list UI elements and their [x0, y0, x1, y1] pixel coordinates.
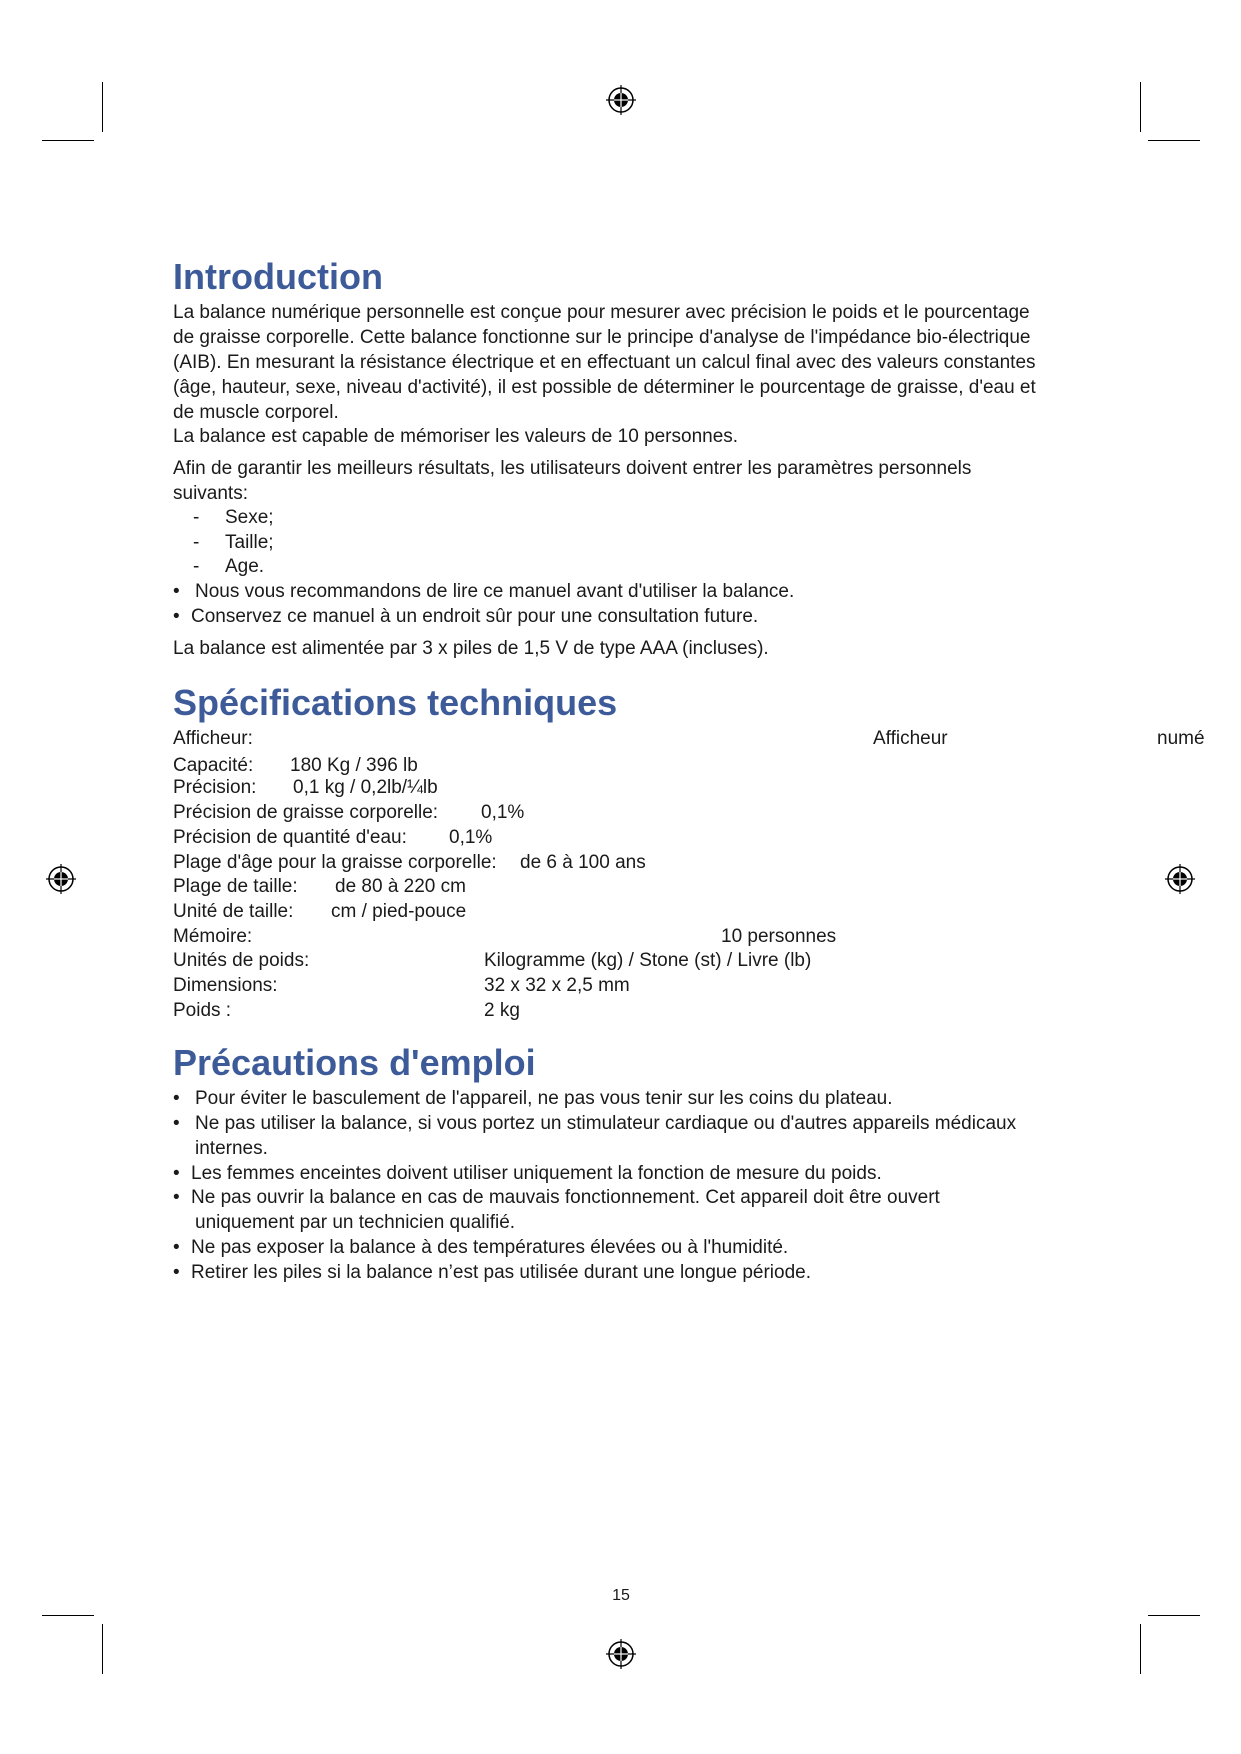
crop-mark-icon	[1148, 140, 1200, 141]
precaution-item	[173, 1185, 940, 1210]
spec-label: Plage d'âge pour la graisse corporelle:	[173, 852, 497, 873]
precaution-item	[173, 1111, 1017, 1136]
precaution-text: Ne pas utiliser la balance, si vous portez un stimulateur cardiaque ou d'autres appareils médicaux	[195, 1113, 1017, 1134]
bullet-icon: •	[173, 1187, 180, 1208]
bullet-icon: •	[173, 1088, 180, 1109]
spec-value: 180 Kg / 396 lb	[290, 755, 418, 776]
page-number: 15	[612, 1587, 630, 1604]
precautions-title: Précautions d'emploi	[173, 1042, 536, 1083]
intro-bullet-text: Nous vous recommandons de lire ce manuel avant d'utiliser la balance.	[195, 581, 795, 602]
crop-mark-icon	[42, 140, 94, 141]
spec-label: Unité de taille:	[173, 901, 294, 922]
spec-value: 0,1%	[449, 827, 493, 848]
intro-bullet-text: Conservez ce manuel à un endroit sûr pour une consultation future.	[191, 606, 759, 627]
param-item-text: Taille;	[225, 532, 274, 553]
bullet-icon: •	[173, 606, 180, 627]
intro-paragraph-line: de graisse corporelle. Cette balance fonctionne sur le principe d'analyse de l'impédance bio-électrique	[173, 327, 1031, 348]
precaution-text-continued: uniquement par un technicien qualifié.	[195, 1212, 516, 1233]
spec-value: 0,1%	[481, 802, 525, 823]
spec-label: Précision:	[173, 777, 257, 798]
spec-value: 32 x 32 x 2,5 mm	[484, 975, 630, 996]
spec-value: de 80 à 220 cm	[335, 876, 466, 897]
dash-bullet-icon: -	[193, 507, 200, 528]
bullet-icon: •	[173, 581, 180, 602]
spec-value: Kilogramme (kg) / Stone (st) / Livre (lb)	[484, 950, 812, 971]
precaution-text: Les femmes enceintes doivent utiliser uniquement la fonction de mesure du poids.	[191, 1163, 882, 1184]
precaution-item	[173, 1086, 893, 1111]
params-intro-line: Afin de garantir les meilleurs résultats, les utilisateurs doivent entrer les paramètres personnels	[173, 458, 972, 479]
bullet-icon: •	[173, 1262, 180, 1283]
spec-label: Capacité:	[173, 755, 254, 776]
intro-bullet	[173, 604, 759, 629]
spec-value: de 6 à 100 ans	[520, 852, 646, 873]
precaution-text: Pour éviter le basculement de l'appareil, ne pas vous tenir sur les coins du plateau.	[195, 1088, 893, 1109]
spec-label: Plage de taille:	[173, 876, 298, 897]
spec-label: Précision de quantité d'eau:	[173, 827, 407, 848]
intro-title: Introduction	[173, 256, 383, 297]
spec-label: Poids :	[173, 1000, 232, 1021]
intro-bullet	[173, 579, 795, 604]
intro-paragraph-line: de muscle corporel.	[173, 402, 339, 423]
registration-mark-icon	[44, 862, 78, 896]
precaution-text: Ne pas exposer la balance à des températures élevées ou à l'humidité.	[191, 1237, 789, 1258]
precaution-text: Ne pas ouvrir la balance en cas de mauvais fonctionnement. Cet appareil doit être ouvert	[191, 1187, 940, 1208]
crop-mark-icon	[1140, 1624, 1141, 1674]
spec-label: Mémoire:	[173, 926, 253, 947]
param-item-text: Age.	[225, 556, 265, 577]
registration-mark-icon	[604, 1637, 638, 1671]
spec-label: Dimensions:	[173, 975, 278, 996]
crop-mark-icon	[1140, 82, 1141, 132]
spec-value: 10 personnes	[721, 926, 837, 947]
precaution-item	[173, 1235, 789, 1260]
intro-memory-line: La balance est capable de mémoriser les valeurs de 10 personnes.	[173, 426, 739, 447]
bullet-icon: •	[173, 1237, 180, 1258]
spec-label: Unités de poids:	[173, 950, 310, 971]
spec-display-label: Afficheur:	[173, 728, 253, 749]
dash-bullet-icon: -	[193, 532, 200, 553]
param-item	[193, 505, 274, 530]
registration-mark-icon	[604, 83, 638, 117]
bullet-icon: •	[173, 1113, 180, 1134]
params-intro-line: suivants:	[173, 483, 248, 504]
crop-mark-icon	[1148, 1615, 1200, 1616]
intro-paragraph-line: (âge, hauteur, sexe, niveau d'activité), il est possible de déterminer le pourcentage de graisse, d'eau et	[173, 377, 1036, 398]
param-item	[193, 554, 265, 579]
precaution-item	[173, 1260, 811, 1285]
intro-paragraph-line: La balance numérique personnelle est conçue pour mesurer avec précision le poids et le pourcentage	[173, 302, 1030, 323]
spec-display-value-clipped: numé	[1157, 728, 1205, 749]
precaution-item	[173, 1161, 882, 1186]
precaution-text: Retirer les piles si la balance n’est pas utilisée durant une longue période.	[191, 1262, 811, 1283]
bullet-icon: •	[173, 1163, 180, 1184]
crop-mark-icon	[102, 82, 103, 132]
spec-label: Précision de graisse corporelle:	[173, 802, 439, 823]
dash-bullet-icon: -	[193, 556, 200, 577]
power-line: La balance est alimentée par 3 x piles de 1,5 V de type AAA (incluses).	[173, 638, 769, 659]
spec-value: cm / pied-pouce	[331, 901, 467, 922]
spec-value: 2 kg	[484, 1000, 520, 1021]
intro-paragraph-line: (AIB). En mesurant la résistance électrique et en effectuant un calcul final avec des valeurs constantes	[173, 352, 1036, 373]
spec-display-value: Afficheur	[873, 728, 948, 749]
crop-mark-icon	[102, 1624, 103, 1674]
param-item-text: Sexe;	[225, 507, 274, 528]
registration-mark-icon	[1163, 862, 1197, 896]
param-item	[193, 530, 274, 555]
spec-value: 0,1 kg / 0,2lb/¼lb	[293, 777, 438, 798]
crop-mark-icon	[42, 1615, 94, 1616]
specs-title: Spécifications techniques	[173, 682, 618, 723]
precaution-text-continued: internes.	[195, 1138, 268, 1159]
